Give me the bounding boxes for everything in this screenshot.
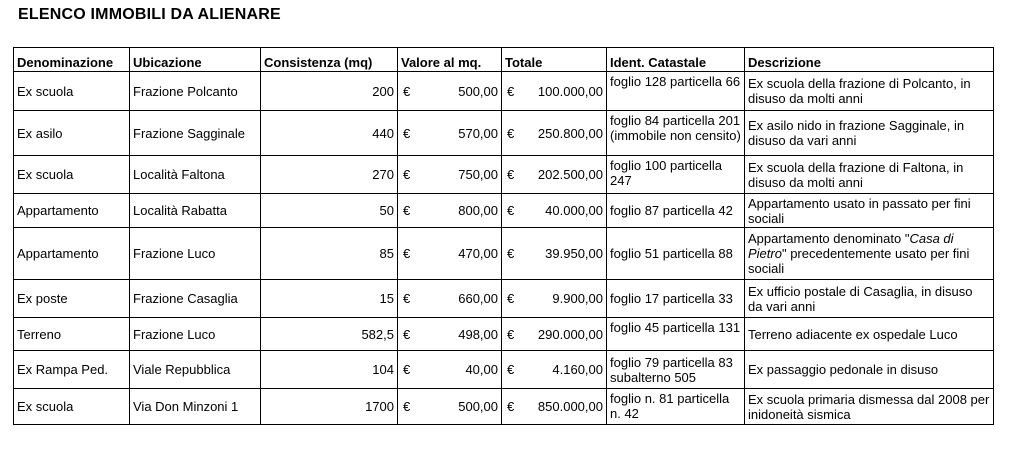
valore-amount: 570,00	[458, 125, 498, 141]
cell-consistenza: 440	[261, 111, 398, 156]
header-valore: Valore al mq.	[398, 48, 502, 72]
header-ubicazione: Ubicazione	[130, 48, 261, 72]
cell-totale	[502, 389, 607, 425]
cell-ident-catastale: foglio 87 particella 42	[607, 194, 745, 228]
cell-descrizione: Appartamento usato in passato per fini sociali	[745, 194, 994, 228]
cell-ident-catastale: foglio 51 particella 88	[607, 228, 745, 280]
valore-amount: 40,00	[465, 362, 498, 377]
cell-descrizione: Ex scuola primaria dismessa dal 2008 per inidoneità sismica	[745, 389, 994, 425]
cell-valore	[398, 194, 502, 228]
cell-descrizione	[745, 228, 994, 280]
cell-valore	[398, 156, 502, 194]
table-row	[14, 389, 994, 425]
table-row	[14, 111, 994, 156]
cell-ubicazione: Frazione Polcanto	[130, 72, 261, 111]
cell-valore	[398, 351, 502, 389]
currency-symbol: €	[507, 125, 515, 141]
cell-ubicazione: Località Faltona	[130, 156, 261, 194]
cell-denominazione: Ex scuola	[14, 156, 130, 194]
cell-ubicazione: Frazione Sagginale	[130, 111, 261, 156]
valore-amount: 500,00	[458, 83, 498, 99]
descrizione-text-end: " precedentemente usato per fini sociali	[748, 246, 970, 276]
cell-totale	[502, 228, 607, 280]
currency-symbol: €	[507, 291, 515, 306]
currency-symbol: €	[403, 83, 411, 99]
cell-ident-catastale: foglio n. 81 particella n. 42	[607, 389, 745, 425]
cell-ubicazione: Frazione Luco	[130, 228, 261, 280]
properties-table	[13, 47, 994, 425]
totale-amount: 850.000,00	[537, 399, 603, 414]
totale-amount: 290.000,00	[537, 326, 603, 342]
cell-consistenza: 85	[261, 228, 398, 280]
cell-ubicazione: Via Don Minzoni 1	[130, 389, 261, 425]
cell-ident-catastale: foglio 128 particella 66	[607, 72, 745, 111]
currency-symbol: €	[403, 203, 411, 218]
cell-denominazione: Terreno	[14, 318, 130, 351]
valore-amount: 750,00	[458, 167, 498, 182]
header-consistenza: Consistenza (mq)	[261, 48, 398, 72]
cell-totale	[502, 194, 607, 228]
cell-consistenza: 104	[261, 351, 398, 389]
cell-valore	[398, 318, 502, 351]
cell-consistenza: 200	[261, 72, 398, 111]
table-row	[14, 280, 994, 318]
cell-valore	[398, 72, 502, 111]
cell-descrizione: Terreno adiacente ex ospedale Luco	[745, 318, 994, 351]
header-ident-catastale: Ident. Catastale	[607, 48, 745, 72]
cell-totale	[502, 111, 607, 156]
currency-symbol: €	[507, 167, 515, 182]
cell-totale	[502, 318, 607, 351]
cell-ubicazione: Località Rabatta	[130, 194, 261, 228]
cell-denominazione: Ex scuola	[14, 389, 130, 425]
cell-consistenza: 1700	[261, 389, 398, 425]
cell-valore	[398, 111, 502, 156]
cell-consistenza: 270	[261, 156, 398, 194]
currency-symbol: €	[403, 291, 411, 306]
cell-valore	[398, 228, 502, 280]
header-denominazione: Denominazione	[14, 48, 130, 72]
cell-ubicazione: Frazione Luco	[130, 318, 261, 351]
header-row	[14, 48, 994, 72]
table-row	[14, 72, 994, 111]
valore-amount: 470,00	[458, 246, 498, 261]
cell-denominazione: Ex asilo	[14, 111, 130, 156]
cell-ident-catastale: foglio 84 particella 201 (immobile non censito)	[607, 111, 745, 156]
property-name-italic: Casa di Pietro	[748, 231, 954, 261]
table-row	[14, 194, 994, 228]
cell-denominazione: Appartamento	[14, 228, 130, 280]
table-row	[14, 228, 994, 280]
cell-totale	[502, 72, 607, 111]
page-title: ELENCO IMMOBILI DA ALIENARE	[18, 6, 281, 23]
valore-amount: 800,00	[458, 203, 498, 218]
currency-symbol: €	[507, 246, 515, 261]
descrizione-text-start: Appartamento denominato "	[748, 231, 910, 246]
table-row	[14, 318, 994, 351]
cell-denominazione: Ex scuola	[14, 72, 130, 111]
cell-ubicazione: Viale Repubblica	[130, 351, 261, 389]
cell-ident-catastale: foglio 79 particella 83 subalterno 505	[607, 351, 745, 389]
cell-descrizione: Ex asilo nido in frazione Sagginale, in disuso da vari anni	[745, 111, 994, 156]
totale-amount: 250.800,00	[537, 125, 603, 141]
cell-descrizione: Ex scuola della frazione di Polcanto, in disuso da molti anni	[745, 72, 994, 111]
totale-amount: 4.160,00	[552, 362, 603, 377]
cell-ubicazione: Frazione Casaglia	[130, 280, 261, 318]
cell-descrizione: Ex passaggio pedonale in disuso	[745, 351, 994, 389]
currency-symbol: €	[507, 399, 515, 414]
currency-symbol: €	[403, 362, 411, 377]
currency-symbol: €	[403, 399, 411, 414]
table-row	[14, 156, 994, 194]
cell-valore	[398, 280, 502, 318]
cell-ident-catastale: foglio 17 particella 33	[607, 280, 745, 318]
totale-amount: 9.900,00	[552, 291, 603, 306]
totale-amount: 202.500,00	[537, 167, 603, 182]
cell-denominazione: Ex poste	[14, 280, 130, 318]
currency-symbol: €	[403, 125, 411, 141]
table-row	[14, 351, 994, 389]
currency-symbol: €	[507, 326, 515, 342]
cell-totale	[502, 156, 607, 194]
cell-valore	[398, 389, 502, 425]
cell-denominazione: Ex Rampa Ped.	[14, 351, 130, 389]
currency-symbol: €	[507, 83, 515, 99]
cell-consistenza: 582,5	[261, 318, 398, 351]
currency-symbol: €	[507, 362, 515, 377]
cell-consistenza: 50	[261, 194, 398, 228]
cell-descrizione: Ex ufficio postale di Casaglia, in disuso da vari anni	[745, 280, 994, 318]
cell-consistenza: 15	[261, 280, 398, 318]
header-totale: Totale	[502, 48, 607, 72]
cell-ident-catastale: foglio 100 particella 247	[607, 156, 745, 194]
valore-amount: 500,00	[458, 399, 498, 414]
totale-amount: 100.000,00	[537, 83, 603, 99]
currency-symbol: €	[403, 167, 411, 182]
cell-totale	[502, 280, 607, 318]
totale-amount: 40.000,00	[545, 203, 603, 218]
currency-symbol: €	[403, 246, 411, 261]
valore-amount: 498,00	[458, 326, 498, 342]
valore-amount: 660,00	[458, 291, 498, 306]
totale-amount: 39.950,00	[545, 246, 603, 261]
cell-ident-catastale: foglio 45 particella 131	[607, 318, 745, 351]
cell-totale	[502, 351, 607, 389]
cell-descrizione: Ex scuola della frazione di Faltona, in disuso da molti anni	[745, 156, 994, 194]
cell-denominazione: Appartamento	[14, 194, 130, 228]
currency-symbol: €	[507, 203, 515, 218]
header-descrizione: Descrizione	[745, 48, 994, 72]
currency-symbol: €	[403, 326, 411, 342]
